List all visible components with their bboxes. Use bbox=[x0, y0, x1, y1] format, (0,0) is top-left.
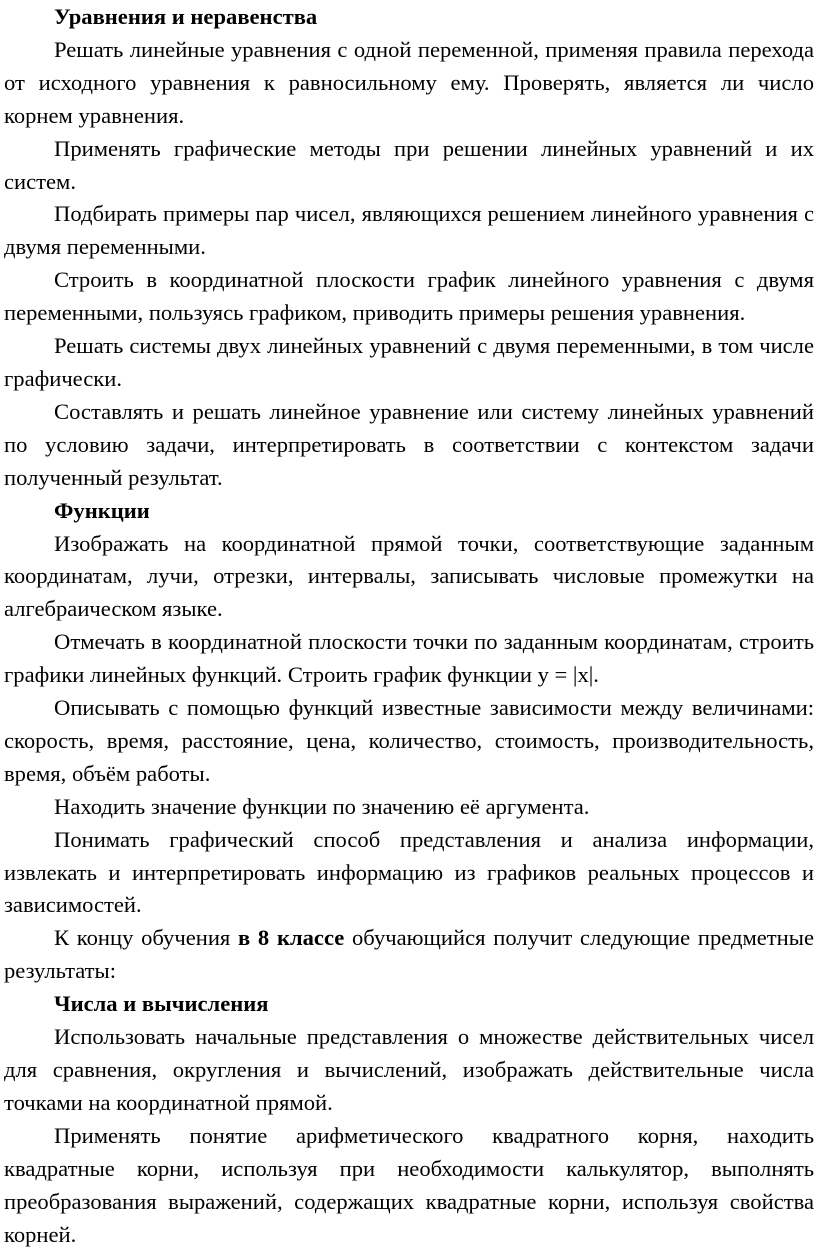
section-heading-numbers: Числа и вычисления bbox=[54, 991, 269, 1017]
paragraph: Описывать с помощью функций известные зависимости между величинами: скорость, время, расстояние, цена, количество, стоимость, производительность, время, объём работы. bbox=[4, 695, 814, 786]
paragraph: Решать системы двух линейных уравнений с двумя переменными, в том числе графически. bbox=[4, 333, 814, 391]
paragraph: Использовать начальные представления о множестве действительных чисел для сравнения, округления и вычислений, изображать действительные числа точками на координатной прямой. bbox=[4, 1024, 814, 1115]
grade-intro-text: К концу обучения bbox=[54, 925, 239, 951]
grade-intro-bold: в 8 классе bbox=[238, 925, 345, 951]
grade-intro-text: обучающийся получит следующие предметные результаты: bbox=[4, 925, 814, 984]
paragraph: Подбирать примеры пар чисел, являющихся решением линейного уравнения с двумя переменными. bbox=[4, 201, 814, 260]
paragraph: Понимать графический способ представления и анализа информации, извлекать и интерпретировать информацию из графиков реальных процессов и зависимостей. bbox=[4, 826, 814, 918]
paragraph: Изображать на координатной прямой точки, соответствующие заданным координатам, лучи, отрезки, интервалы, записывать числовые промежутки на алгебраическом языке. bbox=[4, 530, 814, 622]
paragraph: Отмечать в координатной плоскости точки по заданным координатам, строить графики линейных функций. Строить график функции y = |x|. bbox=[4, 629, 814, 688]
grade-intro-paragraph bbox=[4, 922, 814, 988]
paragraph: Решать линейные уравнения с одной переменной, применяя правила перехода от исходного уравнения к равносильному ему. Проверять, является ли число корнем уравнения. bbox=[4, 36, 814, 128]
section-heading-equations: Уравнения и неравенства bbox=[54, 4, 318, 29]
paragraph: Составлять и решать линейное уравнение или систему линейных уравнений по условию задачи, интерпретировать в соответствии с контекстом задачи полученный результат. bbox=[4, 398, 814, 490]
paragraph: Применять графические методы при решении линейных уравнений и их систем. bbox=[4, 135, 814, 194]
paragraph: Строить в координатной плоскости график линейного уравнения с двумя переменными, пользуясь графиком, приводить примеры решения уравнения. bbox=[4, 267, 814, 326]
paragraph: Применять понятие арифметического квадратного корня, находить квадратные корни, используя при необходимости калькулятор, выполнять преобразования выражений, содержащих квадратные корни, используя свойства корней. bbox=[4, 1122, 814, 1247]
section-heading-functions: Функции bbox=[54, 497, 150, 523]
paragraph: Находить значение функции по значению её аргумента. bbox=[54, 793, 590, 819]
